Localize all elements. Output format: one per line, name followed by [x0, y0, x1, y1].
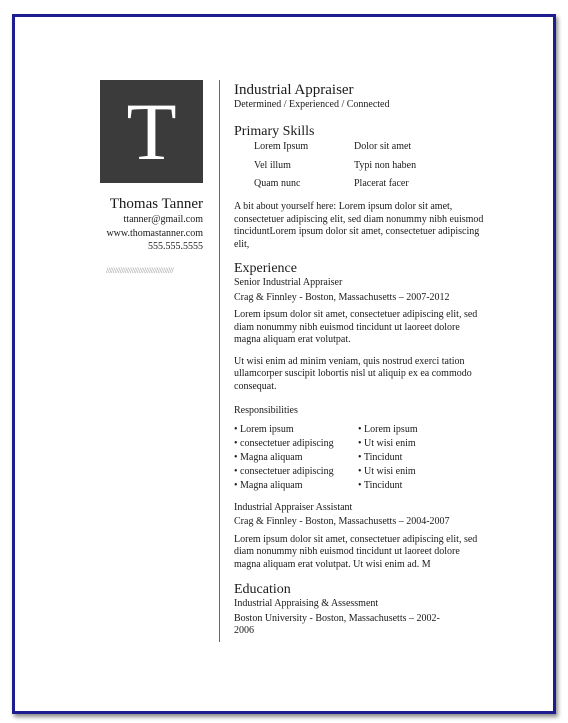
list-item: • Ut wisi enim	[358, 465, 416, 477]
job1-title: Senior Industrial Appraiser	[234, 277, 343, 288]
skill-item: Vel illum	[254, 160, 291, 171]
list-item: • Ut wisi enim	[358, 437, 416, 449]
job-title: Industrial Appraiser	[234, 82, 354, 98]
skill-item: Lorem Ipsum	[254, 141, 309, 152]
education-heading: Education	[234, 582, 291, 597]
about-text: A bit about yourself here: Lorem ipsum dolor sit amet, consectetuer adipiscing elit, sed diam nonummy nibh euismod tinciduntLorem ipsum dolor sit amet, consectetuer adipiscing elit,	[234, 201, 484, 250]
decorative-divider: ///////////////////////////////////////	[106, 266, 174, 275]
job2-title: Industrial Appraiser Assistant	[234, 501, 353, 513]
school: Boston University - Boston, Massachusetts – 2002-2006	[234, 612, 440, 636]
job1-company: Crag & Finnley - Boston, Massachusetts – 2007-2012	[234, 291, 450, 303]
skill-item: Quam nunc	[254, 178, 301, 189]
list-item: • Tincidunt	[358, 479, 403, 491]
monogram-logo: T	[100, 80, 203, 183]
list-item: • Magna aliquam	[234, 451, 303, 463]
tagline: Determined / Experienced / Connected	[234, 99, 390, 110]
list-item: • Tincidunt	[358, 451, 403, 463]
job1-description-2: Ut wisi enim ad minim veniam, quis nostrud exerci tation ullamcorper suscipit lobortis nisl ut aliquip ex ea commodo consequat.	[234, 355, 472, 392]
responsibilities-list	[234, 423, 484, 493]
contact-info	[106, 213, 203, 254]
list-item: • consectetuer adipiscing	[234, 437, 334, 449]
responsibilities-heading: Responsibilities	[234, 405, 298, 416]
skill-item: Typi non haben	[354, 160, 417, 171]
phone: 555.555.5555	[148, 241, 203, 252]
list-item: • Magna aliquam	[234, 479, 303, 491]
list-item: • Lorem ipsum	[358, 423, 418, 435]
list-item: • consectetuer adipiscing	[234, 465, 334, 477]
skills-list	[234, 141, 484, 197]
skill-item: Dolor sit amet	[354, 141, 412, 152]
job1-description: Lorem ipsum dolor sit amet, consectetuer adipiscing elit, sed diam nonummy nibh euismod tincidunt ut laoreet dolore magna aliquam erat volutpat.	[234, 309, 478, 345]
website: www.thomastanner.com	[106, 227, 203, 239]
main-column	[234, 82, 484, 638]
person-name: Thomas Tanner	[109, 196, 203, 212]
vertical-divider	[219, 80, 220, 642]
job2-description: Lorem ipsum dolor sit amet, consectetuer adipiscing elit, sed diam nonummy nibh euismod tincidunt ut laoreet dolore magna aliquam erat volutpat. Ut wisi enim ad. M	[234, 533, 478, 570]
skills-heading: Primary Skills	[234, 124, 315, 139]
skill-item: Placerat facer	[354, 178, 409, 189]
job2-company: Crag & Finnley - Boston, Massachusetts – 2004-2007	[234, 516, 450, 527]
list-item: • Lorem ipsum	[234, 423, 294, 435]
degree: Industrial Appraising & Assessment	[234, 598, 379, 609]
email: ttanner@gmail.com	[123, 214, 203, 225]
experience-heading: Experience	[234, 261, 297, 276]
